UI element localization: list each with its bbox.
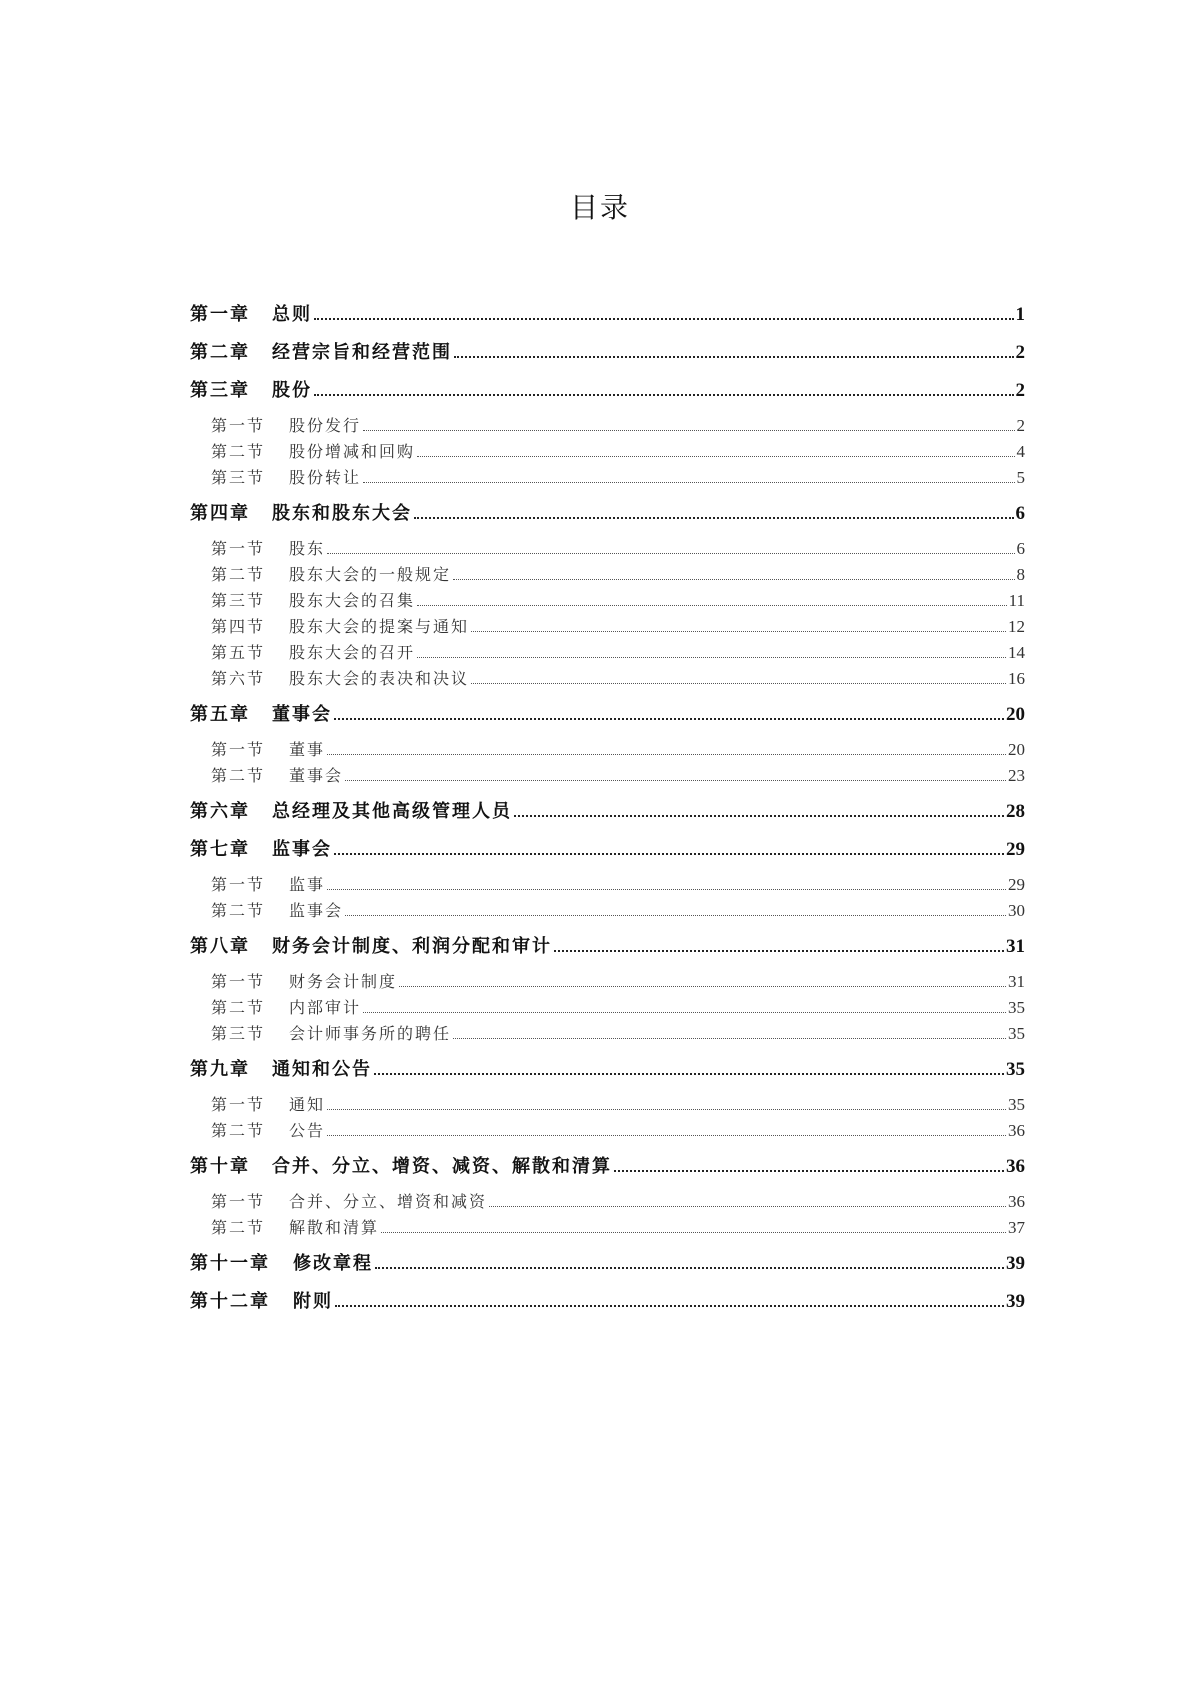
chapter-title: 合并、分立、增资、减资、解散和清算 — [272, 1156, 612, 1177]
dot-leader — [381, 1231, 1006, 1233]
section-page-number: 29 — [1008, 875, 1025, 894]
section-page-number: 8 — [1016, 565, 1025, 584]
chapter-title: 经营宗旨和经营范围 — [272, 342, 452, 363]
chapter-title: 总则 — [272, 304, 312, 325]
section-number: 第一节 — [211, 875, 266, 894]
toc-section-entry[interactable] — [190, 439, 1025, 465]
dot-leader — [454, 355, 1014, 358]
toc-section-entry[interactable] — [190, 1092, 1025, 1118]
section-title: 股东大会的一般规定 — [289, 565, 452, 584]
toc-section-entry[interactable] — [190, 1118, 1025, 1144]
dot-leader — [554, 949, 1004, 952]
chapter-page-number: 36 — [1006, 1156, 1025, 1177]
section-list — [190, 533, 1025, 696]
section-title: 股东大会的提案与通知 — [289, 617, 470, 636]
dot-leader — [363, 1011, 1006, 1013]
toc-section-entry[interactable] — [190, 588, 1025, 614]
section-title: 监事会 — [289, 901, 344, 920]
chapter-title: 监事会 — [272, 839, 332, 860]
section-title: 监事 — [289, 875, 326, 894]
toc-section-entry[interactable] — [190, 737, 1025, 763]
section-page-number: 36 — [1008, 1121, 1025, 1140]
section-number: 第三节 — [211, 591, 266, 610]
chapter-number: 第三章 — [190, 380, 250, 401]
section-page-number: 14 — [1008, 643, 1025, 662]
dot-leader — [314, 393, 1014, 396]
chapter-page-number: 2 — [1015, 342, 1025, 363]
toc-chapter-entry[interactable] — [190, 928, 1025, 966]
toc-section-entry[interactable] — [190, 562, 1025, 588]
section-title: 股东 — [289, 539, 326, 558]
chapter-title: 股东和股东大会 — [272, 503, 412, 524]
section-list — [190, 1186, 1025, 1245]
section-page-number: 11 — [1008, 591, 1025, 610]
chapter-page-number: 39 — [1006, 1253, 1025, 1274]
chapter-title: 股份 — [272, 380, 312, 401]
toc-chapter-entry[interactable] — [190, 1148, 1025, 1186]
dot-leader — [363, 481, 1014, 483]
chapter-number: 第八章 — [190, 936, 250, 957]
section-number: 第一节 — [211, 972, 266, 991]
toc-chapter-entry[interactable] — [190, 696, 1025, 734]
section-page-number: 23 — [1008, 766, 1025, 785]
section-number: 第一节 — [211, 1192, 266, 1211]
dot-leader — [414, 516, 1014, 519]
section-title: 通知 — [289, 1095, 326, 1114]
section-page-number: 6 — [1016, 539, 1025, 558]
section-page-number: 20 — [1008, 740, 1025, 759]
section-title: 董事 — [289, 740, 326, 759]
section-number: 第三节 — [211, 1024, 266, 1043]
section-title: 解散和清算 — [289, 1218, 380, 1237]
section-page-number: 5 — [1016, 468, 1025, 487]
chapter-number: 第十二章 — [190, 1291, 270, 1312]
section-title: 股东大会的召集 — [289, 591, 416, 610]
section-title: 公告 — [289, 1121, 326, 1140]
section-number: 第一节 — [211, 416, 266, 435]
section-title: 股东大会的表决和决议 — [289, 669, 470, 688]
chapter-page-number: 31 — [1006, 936, 1025, 957]
toc-chapter-entry[interactable] — [190, 793, 1025, 831]
chapter-number: 第五章 — [190, 704, 250, 725]
toc-chapter-entry[interactable] — [190, 1283, 1025, 1321]
section-list — [190, 734, 1025, 793]
section-page-number: 36 — [1008, 1192, 1025, 1211]
chapter-title: 总经理及其他高级管理人员 — [272, 801, 512, 822]
dot-leader — [471, 630, 1006, 632]
section-title: 财务会计制度 — [289, 972, 398, 991]
toc-section-entry[interactable] — [190, 413, 1025, 439]
dot-leader — [514, 814, 1004, 817]
section-number: 第二节 — [211, 766, 266, 785]
chapter-page-number: 28 — [1006, 801, 1025, 822]
table-of-contents — [190, 296, 1025, 1321]
toc-section-entry[interactable] — [190, 536, 1025, 562]
section-page-number: 35 — [1008, 1024, 1025, 1043]
dot-leader — [327, 888, 1006, 890]
toc-section-entry[interactable] — [190, 872, 1025, 898]
section-number: 第二节 — [211, 565, 266, 584]
section-number: 第二节 — [211, 1218, 266, 1237]
section-title: 合并、分立、增资和减资 — [289, 1192, 488, 1211]
section-number: 第二节 — [211, 442, 266, 461]
toc-section-entry[interactable] — [190, 969, 1025, 995]
toc-section-entry[interactable] — [190, 763, 1025, 789]
dot-leader — [489, 1205, 1006, 1207]
toc-section-entry[interactable] — [190, 666, 1025, 692]
section-list — [190, 869, 1025, 928]
dot-leader — [327, 552, 1014, 554]
chapter-page-number: 39 — [1006, 1291, 1025, 1312]
section-number: 第一节 — [211, 740, 266, 759]
section-number: 第四节 — [211, 617, 266, 636]
dot-leader — [471, 682, 1006, 684]
section-page-number: 31 — [1008, 972, 1025, 991]
toc-chapter-entry[interactable] — [190, 495, 1025, 533]
chapter-page-number: 20 — [1006, 704, 1025, 725]
toc-chapter-entry[interactable] — [190, 1051, 1025, 1089]
chapter-number: 第六章 — [190, 801, 250, 822]
chapter-page-number: 35 — [1006, 1059, 1025, 1080]
section-page-number: 35 — [1008, 998, 1025, 1017]
section-page-number: 4 — [1016, 442, 1025, 461]
toc-section-entry[interactable] — [190, 1215, 1025, 1241]
section-number: 第二节 — [211, 1121, 266, 1140]
section-title: 内部审计 — [289, 998, 362, 1017]
dot-leader — [314, 317, 1014, 320]
chapter-title: 董事会 — [272, 704, 332, 725]
section-page-number: 12 — [1008, 617, 1025, 636]
section-title: 董事会 — [289, 766, 344, 785]
dot-leader — [417, 656, 1006, 658]
section-number: 第二节 — [211, 901, 266, 920]
section-title: 股份增减和回购 — [289, 442, 416, 461]
toc-chapter-entry[interactable] — [190, 334, 1025, 372]
dot-leader — [614, 1169, 1004, 1172]
section-number: 第六节 — [211, 669, 266, 688]
dot-leader — [345, 779, 1006, 781]
section-number: 第二节 — [211, 998, 266, 1017]
section-list — [190, 1089, 1025, 1148]
toc-section-entry[interactable] — [190, 1021, 1025, 1047]
section-page-number: 35 — [1008, 1095, 1025, 1114]
chapter-title: 附则 — [293, 1291, 333, 1312]
dot-leader — [363, 429, 1014, 431]
chapter-page-number: 1 — [1015, 304, 1025, 325]
toc-section-entry[interactable] — [190, 465, 1025, 491]
chapter-number: 第七章 — [190, 839, 250, 860]
dot-leader — [374, 1072, 1004, 1075]
section-number: 第一节 — [211, 1095, 266, 1114]
dot-leader — [327, 1108, 1006, 1110]
toc-chapter-entry[interactable] — [190, 831, 1025, 869]
section-page-number: 16 — [1008, 669, 1025, 688]
dot-leader — [327, 753, 1006, 755]
dot-leader — [334, 852, 1004, 855]
section-list — [190, 966, 1025, 1051]
chapter-title: 财务会计制度、利润分配和审计 — [272, 936, 552, 957]
dot-leader — [335, 1304, 1004, 1307]
toc-section-entry[interactable] — [190, 995, 1025, 1021]
chapter-title: 通知和公告 — [272, 1059, 372, 1080]
section-page-number: 2 — [1016, 416, 1025, 435]
dot-leader — [417, 455, 1014, 457]
chapter-number: 第十章 — [190, 1156, 250, 1177]
dot-leader — [334, 717, 1004, 720]
section-title: 股份发行 — [289, 416, 362, 435]
chapter-page-number: 29 — [1006, 839, 1025, 860]
toc-chapter-entry[interactable] — [190, 372, 1025, 410]
dot-leader — [453, 1037, 1006, 1039]
dot-leader — [375, 1266, 1004, 1269]
chapter-page-number: 2 — [1015, 380, 1025, 401]
dot-leader — [417, 604, 1007, 606]
section-list — [190, 410, 1025, 495]
toc-section-entry[interactable] — [190, 1189, 1025, 1215]
section-title: 股东大会的召开 — [289, 643, 416, 662]
toc-section-entry[interactable] — [190, 640, 1025, 666]
chapter-number: 第一章 — [190, 304, 250, 325]
chapter-page-number: 6 — [1015, 503, 1025, 524]
toc-section-entry[interactable] — [190, 898, 1025, 924]
dot-leader — [399, 985, 1006, 987]
toc-chapter-entry[interactable] — [190, 296, 1025, 334]
chapter-number: 第十一章 — [190, 1253, 270, 1274]
page-title: 目录 — [569, 191, 630, 224]
chapter-number: 第二章 — [190, 342, 250, 363]
section-page-number: 37 — [1008, 1218, 1025, 1237]
section-title: 股份转让 — [289, 468, 362, 487]
chapter-number: 第九章 — [190, 1059, 250, 1080]
chapter-title: 修改章程 — [293, 1253, 373, 1274]
dot-leader — [345, 914, 1006, 916]
section-number: 第一节 — [211, 539, 266, 558]
section-title: 会计师事务所的聘任 — [289, 1024, 452, 1043]
section-number: 第五节 — [211, 643, 266, 662]
dot-leader — [327, 1134, 1006, 1136]
toc-chapter-entry[interactable] — [190, 1245, 1025, 1283]
dot-leader — [453, 578, 1014, 580]
section-number: 第三节 — [211, 468, 266, 487]
chapter-number: 第四章 — [190, 503, 250, 524]
section-page-number: 30 — [1008, 901, 1025, 920]
toc-section-entry[interactable] — [190, 614, 1025, 640]
